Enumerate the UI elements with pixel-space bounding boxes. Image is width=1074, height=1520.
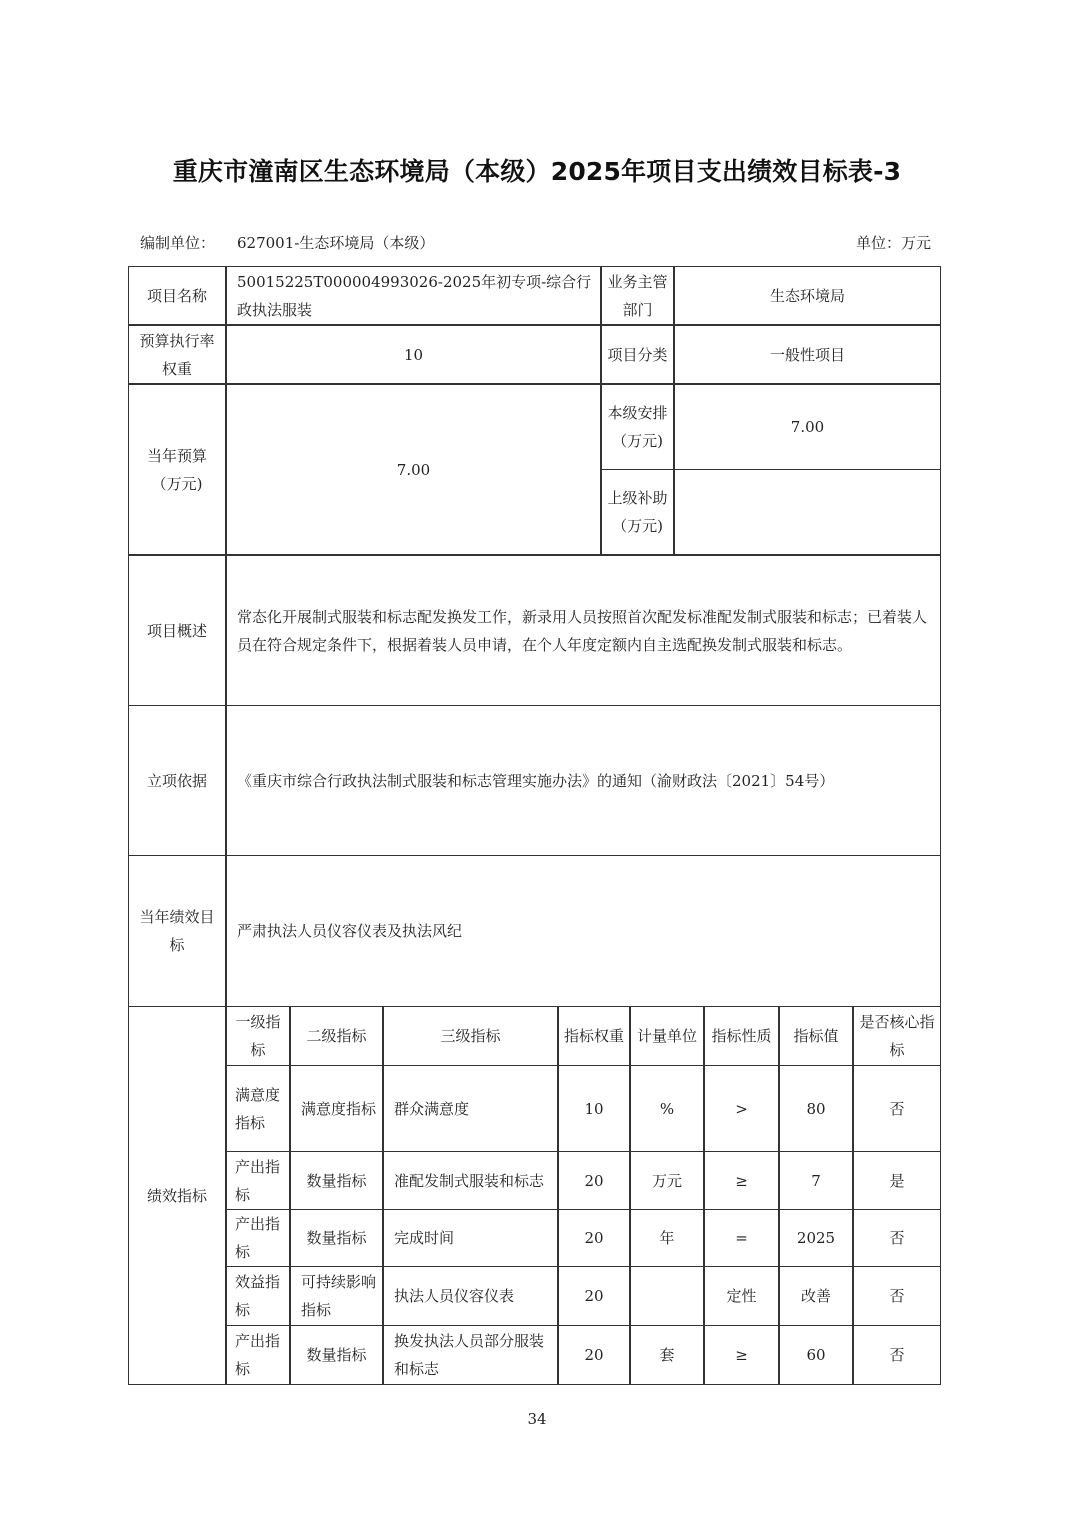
- weight-value: 10: [226, 325, 601, 384]
- project-name-value: 50015225T000004993026-2025年初专项-综合行政执法服装: [226, 266, 601, 325]
- indicator-cell: 20: [558, 1266, 630, 1326]
- indicator-cell: ≥: [704, 1151, 779, 1210]
- indicator-cell: 数量指标: [290, 1325, 383, 1385]
- org-label: 编制单位：: [140, 234, 216, 252]
- dept-value: 生态环境局: [674, 266, 941, 325]
- indicator-cell: 20: [558, 1209, 630, 1267]
- indicator-cell: 完成时间: [383, 1209, 558, 1267]
- indicator-header: 指标值: [779, 1006, 853, 1066]
- indicator-header: 一级指标: [226, 1006, 290, 1066]
- indicator-cell: 20: [558, 1151, 630, 1210]
- goal-label: 当年绩效目标: [128, 855, 226, 1007]
- page-number: 34: [527, 1410, 547, 1428]
- indicator-cell: 万元: [630, 1151, 704, 1210]
- indicator-header: 三级指标: [383, 1006, 558, 1066]
- indicator-header: 计量单位: [630, 1006, 704, 1066]
- indicator-cell: 群众满意度: [383, 1065, 558, 1152]
- indicator-cell: 年: [630, 1209, 704, 1267]
- indicator-cell: 20: [558, 1325, 630, 1385]
- indicator-cell: 60: [779, 1325, 853, 1385]
- indicator-cell: 产出指标: [226, 1325, 290, 1385]
- indicator-cell: 可持续影响指标: [290, 1266, 383, 1326]
- indicator-cell: 产出指标: [226, 1209, 290, 1267]
- budget-label: 当年预算（万元): [128, 384, 226, 555]
- indicator-header: 指标性质: [704, 1006, 779, 1066]
- subsidy-value: [674, 469, 941, 555]
- indicator-cell: 产出指标: [226, 1151, 290, 1210]
- indicator-cell: >: [704, 1065, 779, 1152]
- local-value: 7.00: [674, 384, 941, 470]
- indicator-header: 指标权重: [558, 1006, 630, 1066]
- indicator-cell: 改善: [779, 1266, 853, 1326]
- basis-label: 立项依据: [128, 705, 226, 856]
- indicator-cell: 7: [779, 1151, 853, 1210]
- indicator-cell: 定性: [704, 1266, 779, 1326]
- indicator-cell: =: [704, 1209, 779, 1267]
- indicator-cell: 是: [853, 1151, 941, 1210]
- indicator-cell: 满意度指标: [290, 1065, 383, 1152]
- indicator-cell: 换发执法人员部分服装和标志: [383, 1325, 558, 1385]
- indicator-cell: 否: [853, 1325, 941, 1385]
- subsidy-label: 上级补助（万元): [601, 469, 674, 555]
- indicator-cell: 否: [853, 1266, 941, 1326]
- project-name-label: 项目名称: [128, 266, 226, 325]
- budget-value: 7.00: [226, 384, 601, 555]
- indicator-cell: 准配发制式服装和标志: [383, 1151, 558, 1210]
- indicator-header: 是否核心指标: [853, 1006, 941, 1066]
- weight-label: 预算执行率权重: [128, 325, 226, 384]
- basis-value: 《重庆市综合行政执法制式服装和标志管理实施办法》的通知（渝财政法〔2021〕54号）: [226, 705, 941, 856]
- indicator-cell: 数量指标: [290, 1151, 383, 1210]
- indicator-cell: 套: [630, 1325, 704, 1385]
- unit-label: 单位：万元: [855, 234, 931, 252]
- indicator-cell: 2025: [779, 1209, 853, 1267]
- indicator-cell: 满意度指标: [226, 1065, 290, 1152]
- indicator-cell: 效益指标: [226, 1266, 290, 1326]
- category-value: 一般性项目: [674, 325, 941, 384]
- overview-label: 项目概述: [128, 555, 226, 706]
- goal-value: 严肃执法人员仪容仪表及执法风纪: [226, 855, 941, 1007]
- category-label: 项目分类: [601, 325, 674, 384]
- indicator-cell: 否: [853, 1209, 941, 1267]
- indicator-cell: 数量指标: [290, 1209, 383, 1267]
- page-title: 重庆市潼南区生态环境局（本级）2025年项目支出绩效目标表-3: [172, 157, 902, 186]
- local-label: 本级安排（万元): [601, 384, 674, 470]
- indicator-cell: %: [630, 1065, 704, 1152]
- org-value: 627001-生态环境局（本级）: [237, 234, 435, 252]
- indicator-cell: ≥: [704, 1325, 779, 1385]
- perf-label: 绩效指标: [128, 1006, 226, 1385]
- indicator-header: 二级指标: [290, 1006, 383, 1066]
- indicator-cell: 80: [779, 1065, 853, 1152]
- indicator-cell: [630, 1266, 704, 1326]
- indicator-cell: 10: [558, 1065, 630, 1152]
- indicator-cell: 执法人员仪容仪表: [383, 1266, 558, 1326]
- dept-label: 业务主管部门: [601, 266, 674, 325]
- indicator-cell: 否: [853, 1065, 941, 1152]
- overview-value: 常态化开展制式服装和标志配发换发工作，新录用人员按照首次配发标准配发制式服装和标志；已着装人员在符合规定条件下，根据着装人员申请，在个人年度定额内自主选配换发制式服装和标志。: [226, 555, 941, 706]
